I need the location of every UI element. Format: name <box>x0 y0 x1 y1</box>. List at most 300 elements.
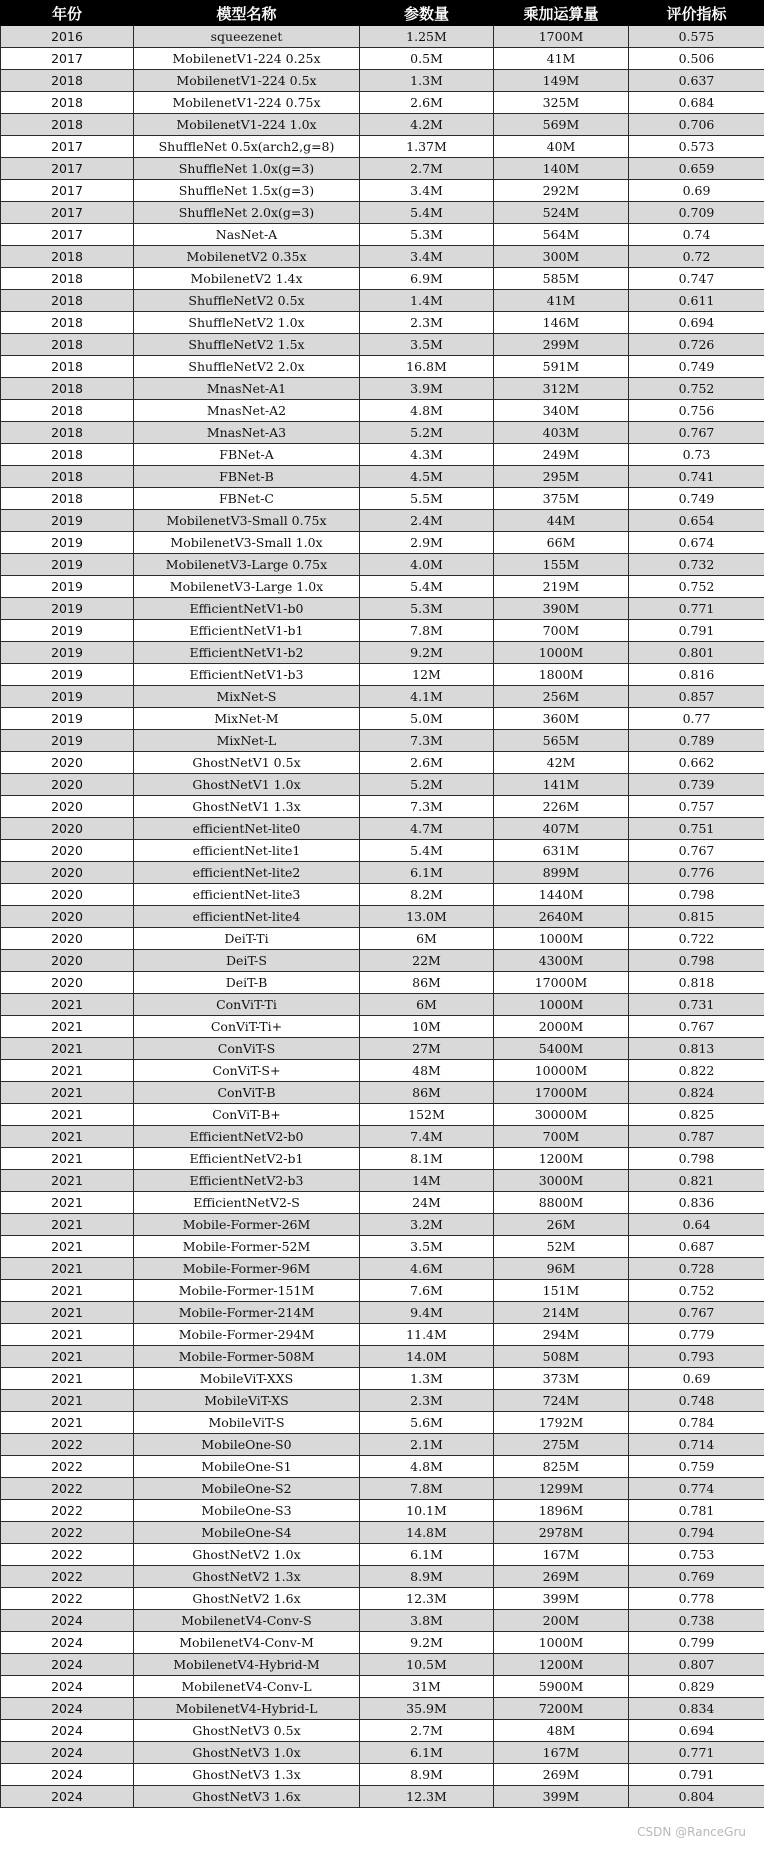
cell-metric: 0.739 <box>629 774 764 796</box>
cell-metric: 0.771 <box>629 598 764 620</box>
cell-model-name: ShuffleNetV2 1.5x <box>134 334 360 356</box>
cell-params: 8.1M <box>360 1148 494 1170</box>
cell-params: 6.1M <box>360 1742 494 1764</box>
cell-model-name: EfficientNetV2-b0 <box>134 1126 360 1148</box>
cell-macs: 1800M <box>494 664 629 686</box>
cell-metric: 0.684 <box>629 92 764 114</box>
cell-model-name: MobileViT-XXS <box>134 1368 360 1390</box>
cell-params: 1.25M <box>360 26 494 48</box>
cell-macs: 226M <box>494 796 629 818</box>
cell-macs: 167M <box>494 1544 629 1566</box>
cell-metric: 0.74 <box>629 224 764 246</box>
cell-macs: 149M <box>494 70 629 92</box>
cell-metric: 0.774 <box>629 1478 764 1500</box>
cell-params: 6.1M <box>360 1544 494 1566</box>
table-row <box>1 796 764 818</box>
cell-model-name: MobilenetV4-Hybrid-L <box>134 1698 360 1720</box>
cell-year: 2022 <box>1 1500 134 1522</box>
table-row <box>1 114 764 136</box>
cell-params: 0.5M <box>360 48 494 70</box>
cell-macs: 155M <box>494 554 629 576</box>
cell-model-name: Mobile-Former-151M <box>134 1280 360 1302</box>
cell-year: 2019 <box>1 664 134 686</box>
table-row <box>1 1236 764 1258</box>
watermark-text: CSDN @RanceGru <box>637 1825 746 1839</box>
cell-year: 2021 <box>1 1104 134 1126</box>
table-row <box>1 598 764 620</box>
cell-macs: 1000M <box>494 994 629 1016</box>
cell-model-name: efficientNet-lite2 <box>134 862 360 884</box>
cell-year: 2020 <box>1 840 134 862</box>
cell-model-name: GhostNetV1 1.0x <box>134 774 360 796</box>
cell-macs: 269M <box>494 1764 629 1786</box>
cell-year: 2018 <box>1 246 134 268</box>
header-row <box>1 1 764 26</box>
cell-params: 86M <box>360 1082 494 1104</box>
cell-model-name: EfficientNetV2-b3 <box>134 1170 360 1192</box>
cell-metric: 0.759 <box>629 1456 764 1478</box>
cell-macs: 17000M <box>494 1082 629 1104</box>
cell-year: 2020 <box>1 884 134 906</box>
cell-params: 5.6M <box>360 1412 494 1434</box>
cell-params: 4.3M <box>360 444 494 466</box>
cell-model-name: squeezenet <box>134 26 360 48</box>
header-model-name: 模型名称 <box>134 1 360 26</box>
cell-year: 2019 <box>1 554 134 576</box>
cell-year: 2018 <box>1 466 134 488</box>
cell-year: 2018 <box>1 488 134 510</box>
cell-metric: 0.834 <box>629 1698 764 1720</box>
cell-model-name: MobilenetV4-Conv-L <box>134 1676 360 1698</box>
cell-params: 35.9M <box>360 1698 494 1720</box>
table-row <box>1 1104 764 1126</box>
cell-macs: 249M <box>494 444 629 466</box>
cell-model-name: efficientNet-lite3 <box>134 884 360 906</box>
cell-model-name: GhostNetV2 1.0x <box>134 1544 360 1566</box>
cell-year: 2021 <box>1 1390 134 1412</box>
cell-metric: 0.813 <box>629 1038 764 1060</box>
cell-params: 1.4M <box>360 290 494 312</box>
cell-params: 3.5M <box>360 334 494 356</box>
cell-params: 5.3M <box>360 598 494 620</box>
cell-macs: 146M <box>494 312 629 334</box>
cell-model-name: MobilenetV1-224 0.75x <box>134 92 360 114</box>
cell-metric: 0.836 <box>629 1192 764 1214</box>
cell-params: 6.9M <box>360 268 494 290</box>
cell-params: 5.2M <box>360 422 494 444</box>
cell-model-name: FBNet-A <box>134 444 360 466</box>
cell-macs: 565M <box>494 730 629 752</box>
table-row <box>1 1456 764 1478</box>
table-row <box>1 1654 764 1676</box>
cell-macs: 2640M <box>494 906 629 928</box>
cell-params: 24M <box>360 1192 494 1214</box>
cell-year: 2021 <box>1 1412 134 1434</box>
cell-metric: 0.799 <box>629 1632 764 1654</box>
cell-model-name: Mobile-Former-96M <box>134 1258 360 1280</box>
table-row <box>1 532 764 554</box>
cell-year: 2024 <box>1 1632 134 1654</box>
cell-macs: 407M <box>494 818 629 840</box>
cell-params: 7.8M <box>360 1478 494 1500</box>
cell-metric: 0.732 <box>629 554 764 576</box>
cell-year: 2017 <box>1 224 134 246</box>
cell-metric: 0.738 <box>629 1610 764 1632</box>
cell-macs: 140M <box>494 158 629 180</box>
table-row <box>1 246 764 268</box>
cell-year: 2021 <box>1 1280 134 1302</box>
cell-year: 2020 <box>1 950 134 972</box>
cell-params: 4.8M <box>360 1456 494 1478</box>
cell-params: 86M <box>360 972 494 994</box>
cell-model-name: efficientNet-lite1 <box>134 840 360 862</box>
header-macs: 乘加运算量 <box>494 1 629 26</box>
cell-params: 4.2M <box>360 114 494 136</box>
cell-params: 8.9M <box>360 1566 494 1588</box>
cell-params: 16.8M <box>360 356 494 378</box>
cell-model-name: MobilenetV1-224 0.5x <box>134 70 360 92</box>
cell-metric: 0.767 <box>629 422 764 444</box>
cell-year: 2021 <box>1 1170 134 1192</box>
table-row <box>1 1764 764 1786</box>
table-row <box>1 400 764 422</box>
cell-macs: 360M <box>494 708 629 730</box>
cell-year: 2018 <box>1 268 134 290</box>
cell-macs: 4300M <box>494 950 629 972</box>
cell-macs: 300M <box>494 246 629 268</box>
cell-macs: 508M <box>494 1346 629 1368</box>
table-row <box>1 180 764 202</box>
cell-year: 2021 <box>1 1038 134 1060</box>
cell-params: 5.4M <box>360 840 494 862</box>
cell-year: 2018 <box>1 70 134 92</box>
table-row <box>1 1522 764 1544</box>
cell-params: 3.8M <box>360 1610 494 1632</box>
cell-model-name: DeiT-S <box>134 950 360 972</box>
cell-year: 2021 <box>1 1082 134 1104</box>
cell-macs: 312M <box>494 378 629 400</box>
cell-model-name: MobilenetV2 0.35x <box>134 246 360 268</box>
cell-model-name: MixNet-L <box>134 730 360 752</box>
cell-params: 1.37M <box>360 136 494 158</box>
table-row <box>1 334 764 356</box>
cell-params: 12M <box>360 664 494 686</box>
cell-params: 11.4M <box>360 1324 494 1346</box>
cell-year: 2024 <box>1 1720 134 1742</box>
table-row <box>1 620 764 642</box>
cell-year: 2019 <box>1 620 134 642</box>
cell-params: 5.0M <box>360 708 494 730</box>
cell-metric: 0.706 <box>629 114 764 136</box>
table-header <box>1 1 764 26</box>
cell-params: 2.9M <box>360 532 494 554</box>
table-row <box>1 1148 764 1170</box>
table-row <box>1 444 764 466</box>
cell-macs: 585M <box>494 268 629 290</box>
cell-macs: 66M <box>494 532 629 554</box>
cell-params: 8.9M <box>360 1764 494 1786</box>
cell-macs: 373M <box>494 1368 629 1390</box>
cell-model-name: MobileOne-S2 <box>134 1478 360 1500</box>
cell-macs: 294M <box>494 1324 629 1346</box>
cell-metric: 0.756 <box>629 400 764 422</box>
cell-model-name: MobilenetV4-Hybrid-M <box>134 1654 360 1676</box>
table-row <box>1 1610 764 1632</box>
cell-metric: 0.789 <box>629 730 764 752</box>
cell-macs: 48M <box>494 1720 629 1742</box>
cell-metric: 0.722 <box>629 928 764 950</box>
cell-macs: 52M <box>494 1236 629 1258</box>
cell-model-name: MobilenetV4-Conv-M <box>134 1632 360 1654</box>
cell-macs: 1000M <box>494 928 629 950</box>
cell-metric: 0.769 <box>629 1566 764 1588</box>
cell-metric: 0.726 <box>629 334 764 356</box>
cell-params: 5.4M <box>360 202 494 224</box>
cell-metric: 0.815 <box>629 906 764 928</box>
cell-year: 2021 <box>1 1060 134 1082</box>
cell-params: 2.7M <box>360 1720 494 1742</box>
cell-year: 2020 <box>1 972 134 994</box>
table-row <box>1 1786 764 1808</box>
cell-params: 3.4M <box>360 180 494 202</box>
cell-year: 2021 <box>1 1016 134 1038</box>
cell-params: 3.5M <box>360 1236 494 1258</box>
cell-metric: 0.807 <box>629 1654 764 1676</box>
cell-metric: 0.798 <box>629 1148 764 1170</box>
cell-params: 4.5M <box>360 466 494 488</box>
table-row <box>1 1720 764 1742</box>
cell-year: 2018 <box>1 290 134 312</box>
cell-metric: 0.793 <box>629 1346 764 1368</box>
cell-macs: 5900M <box>494 1676 629 1698</box>
table-row <box>1 906 764 928</box>
cell-macs: 403M <box>494 422 629 444</box>
cell-params: 4.1M <box>360 686 494 708</box>
cell-params: 6.1M <box>360 862 494 884</box>
cell-year: 2022 <box>1 1434 134 1456</box>
cell-year: 2024 <box>1 1698 134 1720</box>
cell-macs: 569M <box>494 114 629 136</box>
cell-model-name: Mobile-Former-52M <box>134 1236 360 1258</box>
cell-macs: 269M <box>494 1566 629 1588</box>
table-row <box>1 1302 764 1324</box>
cell-macs: 41M <box>494 290 629 312</box>
cell-params: 4.8M <box>360 400 494 422</box>
cell-params: 4.7M <box>360 818 494 840</box>
cell-metric: 0.753 <box>629 1544 764 1566</box>
cell-metric: 0.749 <box>629 488 764 510</box>
cell-metric: 0.779 <box>629 1324 764 1346</box>
cell-macs: 200M <box>494 1610 629 1632</box>
table-row <box>1 642 764 664</box>
cell-params: 13.0M <box>360 906 494 928</box>
cell-macs: 256M <box>494 686 629 708</box>
cell-model-name: MnasNet-A3 <box>134 422 360 444</box>
cell-params: 10M <box>360 1016 494 1038</box>
cell-year: 2024 <box>1 1786 134 1808</box>
cell-metric: 0.778 <box>629 1588 764 1610</box>
cell-macs: 631M <box>494 840 629 862</box>
table-body <box>1 26 764 1808</box>
cell-params: 7.6M <box>360 1280 494 1302</box>
table-row <box>1 1060 764 1082</box>
table-row <box>1 884 764 906</box>
cell-metric: 0.801 <box>629 642 764 664</box>
table-row <box>1 1280 764 1302</box>
cell-macs: 399M <box>494 1588 629 1610</box>
cell-year: 2018 <box>1 400 134 422</box>
cell-macs: 10000M <box>494 1060 629 1082</box>
table-row <box>1 862 764 884</box>
cell-model-name: MobilenetV1-224 1.0x <box>134 114 360 136</box>
table-row <box>1 488 764 510</box>
cell-metric: 0.757 <box>629 796 764 818</box>
cell-model-name: efficientNet-lite4 <box>134 906 360 928</box>
cell-metric: 0.64 <box>629 1214 764 1236</box>
cell-metric: 0.798 <box>629 950 764 972</box>
cell-macs: 151M <box>494 1280 629 1302</box>
cell-macs: 167M <box>494 1742 629 1764</box>
table-row <box>1 290 764 312</box>
cell-model-name: FBNet-B <box>134 466 360 488</box>
cell-metric: 0.573 <box>629 136 764 158</box>
cell-params: 3.9M <box>360 378 494 400</box>
cell-params: 8.2M <box>360 884 494 906</box>
cell-model-name: GhostNetV2 1.6x <box>134 1588 360 1610</box>
cell-metric: 0.694 <box>629 1720 764 1742</box>
cell-params: 5.2M <box>360 774 494 796</box>
cell-year: 2019 <box>1 510 134 532</box>
cell-params: 7.4M <box>360 1126 494 1148</box>
cell-metric: 0.731 <box>629 994 764 1016</box>
cell-params: 7.3M <box>360 730 494 752</box>
cell-metric: 0.829 <box>629 1676 764 1698</box>
table-row <box>1 356 764 378</box>
cell-year: 2024 <box>1 1654 134 1676</box>
cell-year: 2021 <box>1 1148 134 1170</box>
cell-model-name: MobileViT-S <box>134 1412 360 1434</box>
table-row <box>1 1346 764 1368</box>
cell-model-name: MobilenetV4-Conv-S <box>134 1610 360 1632</box>
cell-year: 2017 <box>1 136 134 158</box>
cell-macs: 1200M <box>494 1654 629 1676</box>
cell-year: 2021 <box>1 994 134 1016</box>
cell-params: 1.3M <box>360 70 494 92</box>
cell-metric: 0.816 <box>629 664 764 686</box>
cell-model-name: Mobile-Former-26M <box>134 1214 360 1236</box>
cell-metric: 0.748 <box>629 1390 764 1412</box>
cell-model-name: MnasNet-A1 <box>134 378 360 400</box>
cell-macs: 1000M <box>494 642 629 664</box>
cell-metric: 0.794 <box>629 1522 764 1544</box>
cell-model-name: ShuffleNetV2 1.0x <box>134 312 360 334</box>
cell-model-name: Mobile-Former-508M <box>134 1346 360 1368</box>
cell-macs: 1000M <box>494 1632 629 1654</box>
cell-macs: 96M <box>494 1258 629 1280</box>
cell-year: 2018 <box>1 422 134 444</box>
cell-year: 2019 <box>1 642 134 664</box>
cell-metric: 0.714 <box>629 1434 764 1456</box>
cell-params: 5.3M <box>360 224 494 246</box>
cell-params: 2.7M <box>360 158 494 180</box>
cell-model-name: DeiT-Ti <box>134 928 360 950</box>
table-row <box>1 1258 764 1280</box>
cell-model-name: MobilenetV3-Small 0.75x <box>134 510 360 532</box>
cell-model-name: ConViT-S+ <box>134 1060 360 1082</box>
cell-params: 22M <box>360 950 494 972</box>
cell-model-name: MobilenetV1-224 0.25x <box>134 48 360 70</box>
cell-model-name: MobileViT-XS <box>134 1390 360 1412</box>
cell-model-name: ShuffleNet 1.5x(g=3) <box>134 180 360 202</box>
table-row <box>1 1214 764 1236</box>
cell-model-name: ConViT-S <box>134 1038 360 1060</box>
cell-metric: 0.69 <box>629 180 764 202</box>
table-row <box>1 664 764 686</box>
cell-year: 2022 <box>1 1566 134 1588</box>
cell-model-name: ShuffleNet 0.5x(arch2,g=8) <box>134 136 360 158</box>
cell-macs: 295M <box>494 466 629 488</box>
cell-params: 9.2M <box>360 642 494 664</box>
cell-year: 2017 <box>1 48 134 70</box>
cell-year: 2024 <box>1 1610 134 1632</box>
cell-metric: 0.824 <box>629 1082 764 1104</box>
cell-metric: 0.798 <box>629 884 764 906</box>
cell-macs: 825M <box>494 1456 629 1478</box>
table-row <box>1 26 764 48</box>
cell-model-name: EfficientNetV2-S <box>134 1192 360 1214</box>
cell-year: 2017 <box>1 202 134 224</box>
cell-metric: 0.611 <box>629 290 764 312</box>
table-row <box>1 554 764 576</box>
cell-year: 2018 <box>1 444 134 466</box>
cell-params: 7.8M <box>360 620 494 642</box>
cell-model-name: FBNet-C <box>134 488 360 510</box>
cell-year: 2020 <box>1 906 134 928</box>
cell-params: 1.3M <box>360 1368 494 1390</box>
cell-year: 2018 <box>1 334 134 356</box>
cell-year: 2018 <box>1 312 134 334</box>
cell-year: 2018 <box>1 92 134 114</box>
cell-macs: 30000M <box>494 1104 629 1126</box>
cell-model-name: ShuffleNetV2 2.0x <box>134 356 360 378</box>
cell-params: 14M <box>360 1170 494 1192</box>
cell-params: 27M <box>360 1038 494 1060</box>
cell-macs: 1792M <box>494 1412 629 1434</box>
cell-macs: 591M <box>494 356 629 378</box>
table-row <box>1 972 764 994</box>
cell-params: 3.2M <box>360 1214 494 1236</box>
cell-model-name: MixNet-M <box>134 708 360 730</box>
table-row <box>1 422 764 444</box>
cell-model-name: ShuffleNet 2.0x(g=3) <box>134 202 360 224</box>
table-row <box>1 1082 764 1104</box>
cell-params: 5.5M <box>360 488 494 510</box>
cell-year: 2021 <box>1 1214 134 1236</box>
cell-macs: 1440M <box>494 884 629 906</box>
cell-year: 2021 <box>1 1236 134 1258</box>
table-row <box>1 202 764 224</box>
cell-params: 2.1M <box>360 1434 494 1456</box>
cell-metric: 0.767 <box>629 840 764 862</box>
cell-year: 2022 <box>1 1478 134 1500</box>
cell-metric: 0.767 <box>629 1302 764 1324</box>
cell-metric: 0.72 <box>629 246 764 268</box>
cell-macs: 700M <box>494 620 629 642</box>
table-row <box>1 1170 764 1192</box>
cell-model-name: GhostNetV3 0.5x <box>134 1720 360 1742</box>
cell-macs: 26M <box>494 1214 629 1236</box>
cell-macs: 2978M <box>494 1522 629 1544</box>
